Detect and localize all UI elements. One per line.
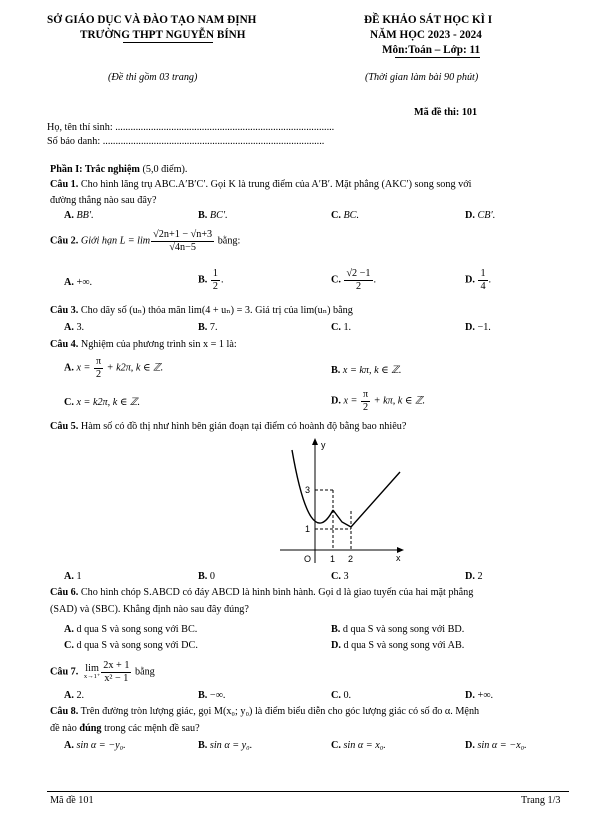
graph-curve-right xyxy=(333,472,400,527)
subject-underline xyxy=(395,57,480,58)
y-tick-1: 1 xyxy=(305,524,311,534)
footer-page-number: Trang 1/3 xyxy=(521,795,561,806)
y-tick-3: 3 xyxy=(305,485,311,495)
q6-option-d[interactable]: D. d qua S và song song với AB. xyxy=(331,640,465,651)
q6-option-a[interactable]: A. d qua S và song song với BC. xyxy=(64,624,198,635)
q1-option-d[interactable]: D. CB′. xyxy=(465,210,496,221)
q1-option-c[interactable]: C. BC. xyxy=(331,210,360,221)
q8-option-a[interactable]: A. sin α = −y₀. xyxy=(64,740,126,751)
footer-exam-code: Mã đề 101 xyxy=(50,795,94,806)
subject-grade: Môn:Toán – Lớp: 11 xyxy=(382,44,481,56)
candidate-id-field: Số báo danh: ....................................................................................... xyxy=(47,136,325,147)
question-8: Câu 8. Trên đường tròn lượng giác, gọi M(x₀; y₀) là điểm biểu diễn cho góc lượng giác có số đo α. Mệnh xyxy=(50,706,480,717)
q4-option-a[interactable]: A. x = $\frac{\pi}{2}$ + k2π, k ∈ ℤ. xyxy=(64,356,164,380)
q5-option-b[interactable]: B. 0 xyxy=(198,571,215,582)
y-axis-label: y xyxy=(321,440,326,450)
section-title: Phần I: Trắc nghiệm (5,0 điểm). xyxy=(50,164,188,175)
department-name: SỞ GIÁO DỤC VÀ ĐÀO TẠO NAM ĐỊNH xyxy=(47,14,257,26)
school-name: TRƯỜNG THPT NGUYỄN BÍNH xyxy=(80,29,246,41)
q7-option-c[interactable]: C. 0. xyxy=(331,690,352,701)
question-5: Câu 5. Hàm số có đồ thị như hình bên gián đoạn tại điểm có hoành độ bằng bao nhiêu? xyxy=(50,421,407,432)
q3-option-d[interactable]: D. −1. xyxy=(465,322,491,333)
q5-option-d[interactable]: D. 2 xyxy=(465,571,483,582)
question-7: Câu 7. lim x→1⁺ $\frac{2x + 1}{\text{x² − 1}}$ bằng xyxy=(50,660,155,684)
q2-option-d[interactable]: D. $\frac{1}{4}$ . xyxy=(465,268,492,292)
origin-label: O xyxy=(304,554,312,564)
q4-option-c[interactable]: C. x = k2π, k ∈ ℤ. xyxy=(64,397,141,408)
q3-option-c[interactable]: C. 1. xyxy=(331,322,352,333)
q2-option-a[interactable]: A. +∞. xyxy=(64,277,93,288)
q5-option-a[interactable]: A. 1 xyxy=(64,571,82,582)
q7-option-b[interactable]: B. −∞. xyxy=(198,690,226,701)
question-1: Câu 1. Cho hình lăng trụ ABC.A′B′C′. Gọi K là trung điểm của A′B′. Mặt phẳng (AKC′) song song với xyxy=(50,179,472,190)
q7-option-a[interactable]: A. 2. xyxy=(64,690,85,701)
exam-code: Mã đề thi: 101 xyxy=(414,107,478,118)
q8-option-b[interactable]: B. sin α = y₀. xyxy=(198,740,253,751)
q1-option-a[interactable]: A. BB′. xyxy=(64,210,94,221)
graph-curve-left xyxy=(292,450,333,523)
q8-option-c[interactable]: C. sin α = x₀. xyxy=(331,740,386,751)
q7-option-d[interactable]: D. +∞. xyxy=(465,690,494,701)
question-1-text2: đường thẳng nào sau đây? xyxy=(50,195,157,206)
school-year: NĂM HỌC 2023 - 2024 xyxy=(370,29,482,41)
question-6-text2: (SAD) và (SBC). Khẳng định nào sau đây đúng? xyxy=(50,604,249,615)
question-2: Câu 2. Giới hạn L = lim $\frac{√2n+1 - √n+3}{√4n-5}$ bằng: xyxy=(50,229,241,253)
question-8-text2: đề nào đúng trong các mệnh đề sau? xyxy=(50,723,200,734)
q2-option-c[interactable]: C. $\frac{√2 -1}{2}$ . xyxy=(331,268,377,292)
question-4: Câu 4. Nghiệm của phương trình sin x = 1 là: xyxy=(50,339,237,350)
footer-rule xyxy=(47,791,569,792)
q8-option-d[interactable]: D. sin α = −x₀. xyxy=(465,740,527,751)
q5-option-c[interactable]: C. 3 xyxy=(331,571,349,582)
q1-option-b[interactable]: B. BC′. xyxy=(198,210,228,221)
q4-option-b[interactable]: B. x = kπ, k ∈ ℤ. xyxy=(331,365,402,376)
candidate-name-field: Họ, tên thí sinh: ...................................................................................... xyxy=(47,122,335,133)
q3-option-a[interactable]: A. 3. xyxy=(64,322,85,333)
q3-option-b[interactable]: B. 7. xyxy=(198,322,218,333)
y-axis-arrow xyxy=(312,438,318,445)
q6-option-b[interactable]: B. d qua S và song song với BD. xyxy=(331,624,465,635)
q4-option-d[interactable]: D. x = $\frac{\pi}{2}$ + kπ, k ∈ ℤ. xyxy=(331,389,426,413)
q6-option-c[interactable]: C. d qua S và song song với DC. xyxy=(64,640,198,651)
question-3: Câu 3. Cho dãy số (uₙ) thỏa mãn lim(4 + uₙ) = 3. Giá trị của lim(uₙ) bằng xyxy=(50,305,353,316)
x-axis-label: x xyxy=(396,553,401,563)
x-tick-1: 1 xyxy=(330,554,336,564)
school-underline xyxy=(123,42,213,43)
x-tick-2: 2 xyxy=(348,554,354,564)
exam-title: ĐỀ KHẢO SÁT HỌC KÌ I xyxy=(364,14,493,26)
q2-option-b[interactable]: B. $\frac{1}{2}$ . xyxy=(198,268,224,292)
page-count-note: (Đề thi gồm 03 trang) xyxy=(108,72,198,83)
function-graph xyxy=(272,436,412,566)
question-6: Câu 6. Cho hình chóp S.ABCD có đáy ABCD là hình bình hành. Gọi d là giao tuyến của hai mặt phẳng xyxy=(50,587,474,598)
time-note: (Thời gian làm bài 90 phút) xyxy=(365,72,479,83)
